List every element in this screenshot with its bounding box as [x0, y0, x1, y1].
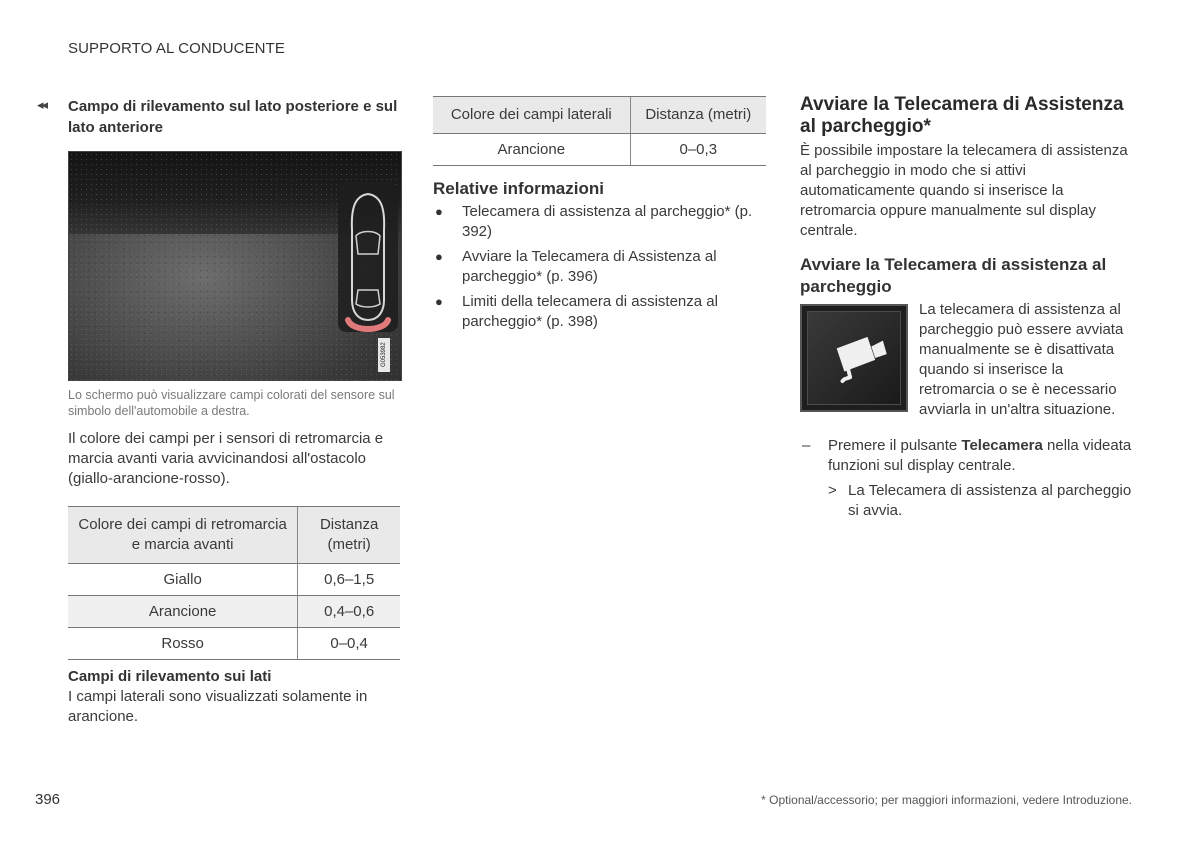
sensor-field-photo [68, 151, 402, 381]
step-item: – Premere il pulsante Telecamera nella videata funzioni sul display centrale. [802, 437, 1132, 474]
footnote: * Optional/accessorio; per maggiori informazioni, vedere Introduzione. [761, 793, 1132, 807]
table-cell: 0–0,4 [298, 628, 400, 660]
page-header: SUPPORTO AL CONDUCENTE [68, 40, 285, 57]
column-left [68, 96, 400, 727]
related-list [433, 202, 766, 332]
result-item: > La Telecamera di assistenza al parcheggio si avvia. [828, 482, 1132, 519]
bullet-icon: ● [435, 249, 443, 264]
bullet-icon: ● [435, 204, 443, 219]
continued-arrow-icon: ◂◂ [37, 97, 47, 112]
sub-paragraph: I campi laterali sono visualizzati solamente in arancione. [68, 688, 368, 725]
result-arrow-icon: > [828, 482, 837, 499]
list-item: ● Limiti della telecamera di assistenza al parcheggio* (p. 398) [435, 293, 718, 330]
table-row [68, 628, 400, 660]
table-header: Distanza (metri) [298, 507, 400, 564]
table-cell: Arancione [68, 596, 298, 628]
camera-icon [802, 306, 906, 410]
table-row [433, 134, 766, 166]
camera-button-image [800, 304, 908, 412]
distance-table-sides [433, 96, 766, 166]
image-code: G053982 [378, 338, 390, 372]
table-cell: 0,4–0,6 [298, 596, 400, 628]
table-header: Colore dei campi di retromarcia e marcia avanti [68, 507, 298, 564]
table-row [68, 596, 400, 628]
table-header: Colore dei campi laterali [433, 97, 630, 134]
column-middle [433, 96, 766, 337]
table-row [68, 564, 400, 596]
table-cell: Arancione [433, 134, 630, 166]
sub-title: Avviare la Telecamera di assistenza al parcheggio [800, 255, 1107, 296]
page-number: 396 [35, 791, 61, 808]
camera-block [800, 300, 1132, 420]
body-paragraph: Il colore dei campi per i sensori di retromarcia e marcia avanti varia avvicinandosi all'ostacolo (giallo-arancione-rosso). [68, 430, 384, 487]
list-item: ● Avviare la Telecamera di Assistenza al parcheggio* (p. 396) [435, 248, 717, 285]
table-cell: Giallo [68, 564, 298, 596]
image-caption: Lo schermo può visualizzare campi colorati del sensore sul simbolo dell'automobile a destra. [68, 388, 395, 418]
distance-table-front-rear [68, 506, 400, 660]
dash-icon: – [802, 437, 811, 454]
sub-heading: Campi di rilevamento sui lati [68, 668, 272, 685]
table-header: Distanza (metri) [630, 97, 766, 134]
list-item: ● Telecamera di assistenza al parcheggio* (p. 392) [435, 203, 753, 240]
car-symbol-icon [338, 182, 398, 332]
related-title: Relative informazioni [433, 179, 604, 198]
camera-description: La telecamera di assistenza al parcheggio può essere avviata manualmente se è disattivata quando si inserisce la retromarcia o se è necessario avviarla in un'altra situazione. [919, 301, 1124, 418]
bullet-icon: ● [435, 294, 443, 309]
table-cell: 0,6–1,5 [298, 564, 400, 596]
button-name: Telecamera [961, 437, 1043, 454]
table-cell: 0–0,3 [630, 134, 766, 166]
intro-paragraph: È possibile impostare la telecamera di assistenza al parcheggio in modo che si attivi automaticamente quando si inserisce la retromarcia oppure manualmente sul display centrale. [800, 142, 1128, 239]
section-heading: Campo di rilevamento sul lato posteriore e sul lato anteriore [68, 98, 398, 136]
table-cell: Rosso [68, 628, 298, 660]
column-right [800, 94, 1132, 521]
section-title: Avviare la Telecamera di Assistenza al parcheggio* [800, 94, 1124, 137]
